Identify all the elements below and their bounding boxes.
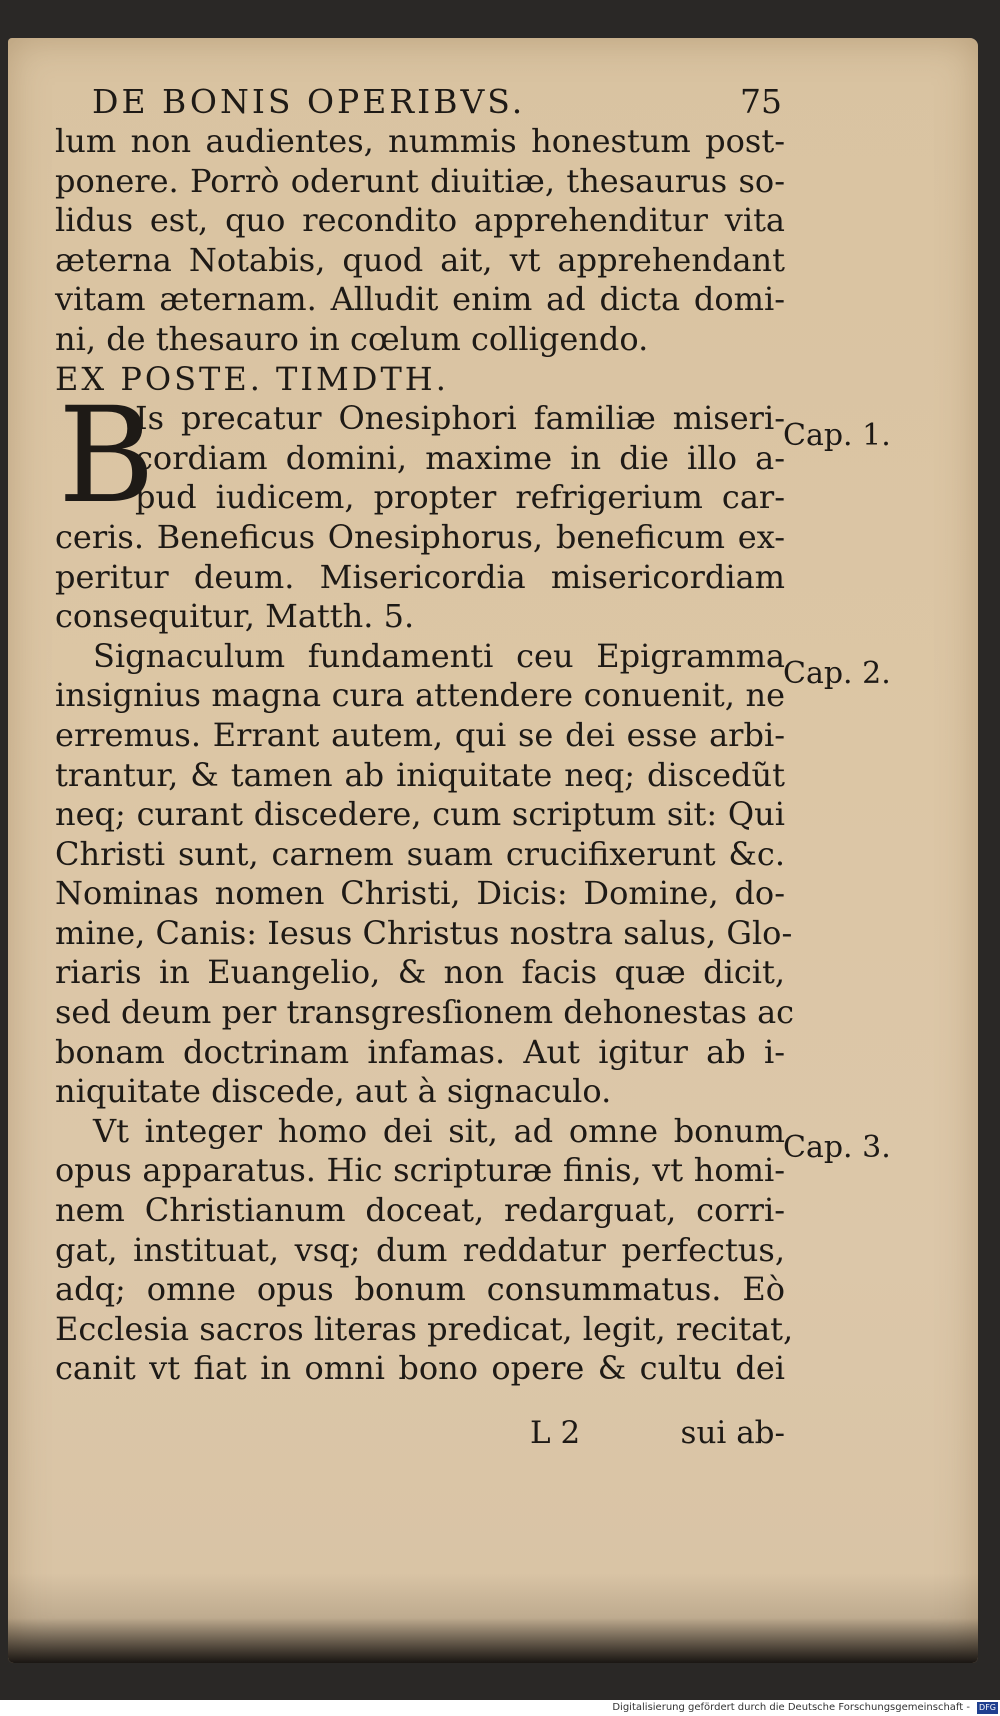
text-line: peritur deum. Misericordia misericordiam xyxy=(55,557,785,596)
page-number: 75 xyxy=(740,82,782,121)
text-line: lidus est, quo recondito apprehenditur vita xyxy=(55,201,785,240)
dropcap-paragraph xyxy=(55,379,785,534)
text-line: niquitate discede, aut à signaculo. xyxy=(55,1072,612,1111)
text-line: nem Christianum doceat, redarguat, corri- xyxy=(55,1191,785,1230)
text-line: lum non audientes, nummis honestum post- xyxy=(55,122,785,160)
section-heading: EX POSTE. TIMDTH. xyxy=(55,359,449,398)
text-line: canit vt fiat in omni bono opere & cultu dei xyxy=(55,1349,785,1388)
text-line: ni, de thesauro in cœlum colligendo. xyxy=(55,319,649,358)
text-line: bonam doctrinam infamas. Aut igitur ab i- xyxy=(55,1032,785,1071)
dfg-logo: DFG xyxy=(979,1703,996,1712)
text-line: æterna Notabis, quod ait, vt apprehendant xyxy=(55,240,785,279)
text-line: riaris in Euangelio, & non facis quæ dicit, xyxy=(55,953,785,992)
text-line: gat, instituat, vsq; dum reddatur perfectus, xyxy=(55,1230,785,1269)
text-line: Nominas nomen Christi, Dicis: Domine, do- xyxy=(55,874,785,913)
text-line: mine, Canis: Iesus Christus nostra salus, Glo- xyxy=(55,913,793,952)
text-line: consequitur, Matth. 5. xyxy=(55,597,415,636)
text-line: pud iudicem, propter refrigerium car- xyxy=(135,478,785,517)
running-head xyxy=(92,82,782,121)
footer-credit: Digitalisierung gefördert durch die Deutsche Forschungsgemeinschaft - xyxy=(612,1702,970,1713)
text-line: ponere. Porrò oderunt diuitiæ, thesaurus so- xyxy=(55,161,785,200)
digitization-footer xyxy=(0,1700,1000,1716)
signature-mark: L 2 xyxy=(530,1415,581,1451)
text-line: vitam æternam. Alludit enim ad dicta domi- xyxy=(55,280,785,319)
text-line: Ecclesia sacros literas predicat, legit, recitat, xyxy=(55,1309,794,1348)
text-line: Signaculum fundamenti ceu Epigramma xyxy=(93,636,785,675)
text-line: sed deum per transgresſionem dehonestas ac xyxy=(55,993,795,1032)
text-line: ceris. Beneficus Onesiphorus, beneficum ex- xyxy=(55,517,785,556)
text-line: Is precatur Onesiphori familiæ miseri- xyxy=(135,399,785,438)
page-edge-shadow xyxy=(8,1573,978,1663)
margin-note-cap3: Cap. 3. xyxy=(783,1130,891,1165)
text-line: cordiam domini, maxime in die illo a- xyxy=(135,438,785,477)
margin-note-cap2: Cap. 2. xyxy=(783,656,891,691)
catchword: sui ab- xyxy=(680,1415,785,1451)
text-line: Vt integer homo dei sit, ad omne bonum xyxy=(93,1111,785,1150)
text-line: opus apparatus. Hic scripturæ finis, vt homi- xyxy=(55,1151,785,1190)
text-line: adq; omne opus bonum consummatus. Eò xyxy=(55,1270,785,1309)
text-line: trantur, & tamen ab iniquitate neq; discedũt xyxy=(55,755,785,794)
text-line: erremus. Errant autem, qui se dei esse arbi- xyxy=(55,715,785,754)
text-line: neq; curant discedere, cum scriptum sit: Qui xyxy=(55,795,785,834)
dropcap-initial: B xyxy=(58,379,156,534)
page-text xyxy=(55,122,795,1389)
running-head-title: DE BONIS OPERIBVS. xyxy=(92,82,526,121)
text-line: Christi sunt, carnem suam crucifixerunt &c. xyxy=(55,834,785,873)
margin-note-cap1: Cap. 1. xyxy=(783,418,891,453)
text-line: insignius magna cura attendere conuenit, ne xyxy=(55,676,785,715)
